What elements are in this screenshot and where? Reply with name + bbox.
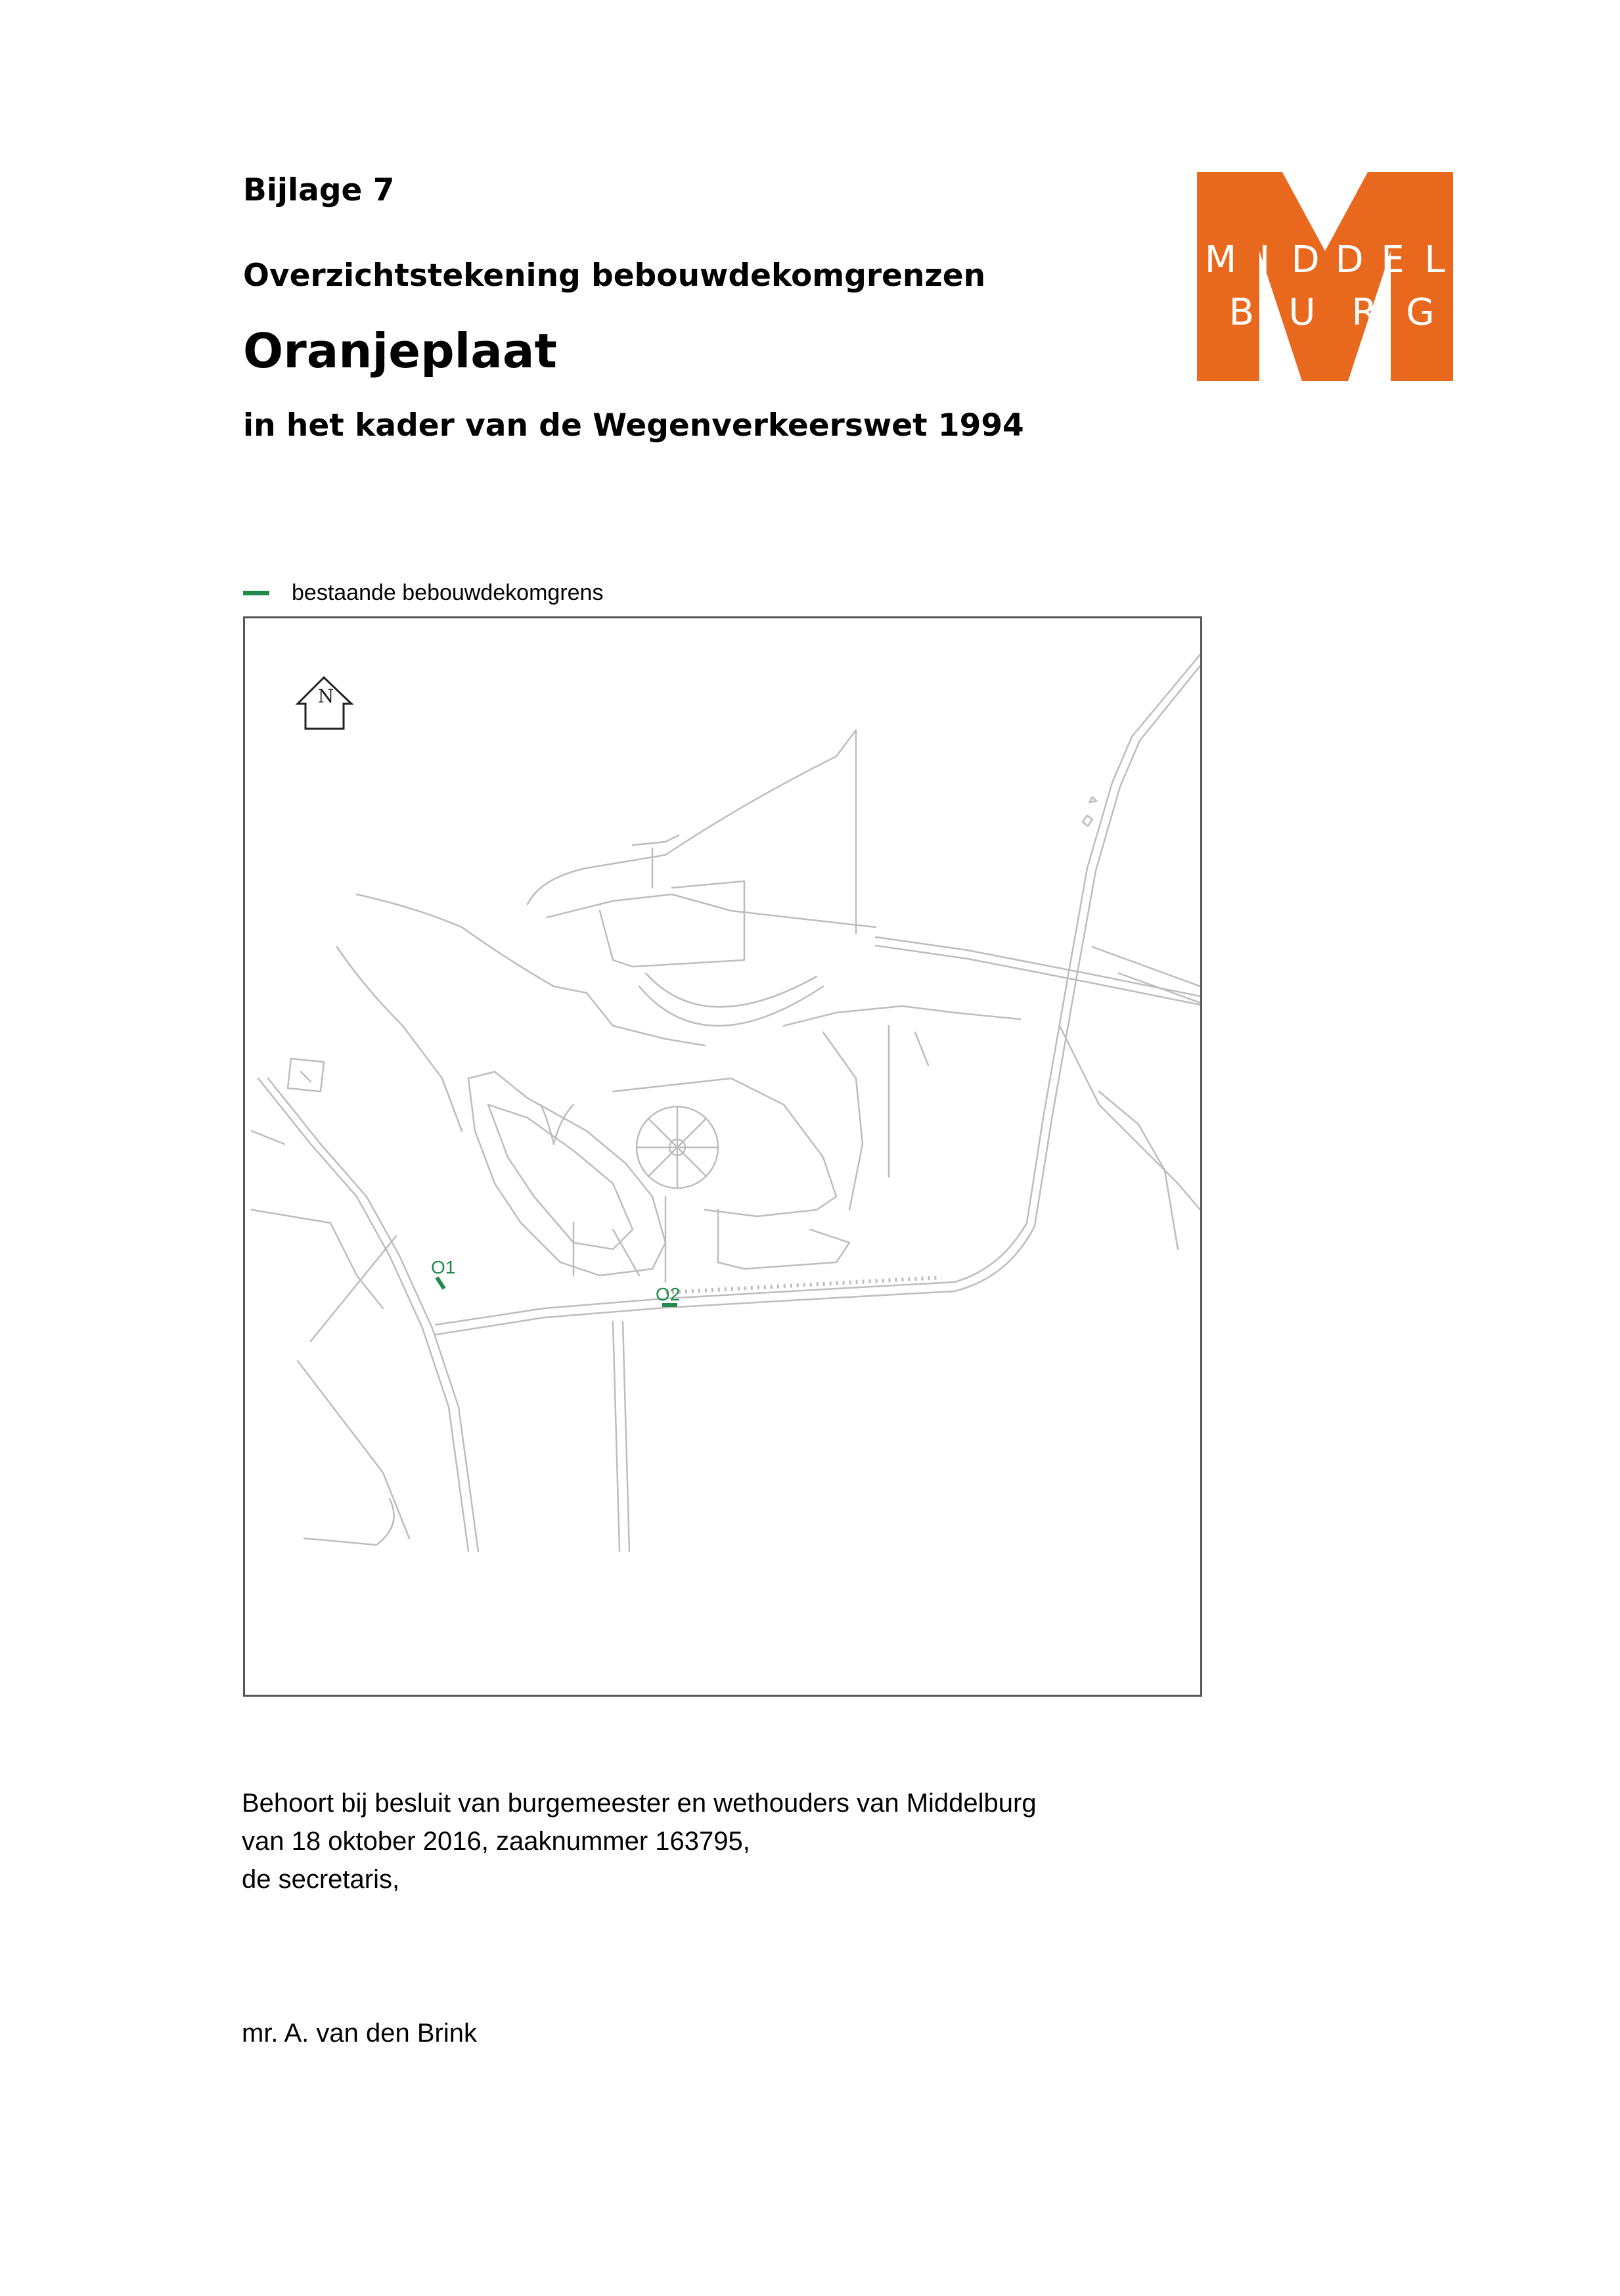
north-shore-2 bbox=[547, 894, 876, 927]
signer-name: mr. A. van den Brink bbox=[242, 2019, 477, 2048]
logo-letter-u: U bbox=[1288, 291, 1316, 334]
logo-letter-b: B bbox=[1228, 291, 1255, 334]
document-title: Oranjeplaat bbox=[243, 323, 557, 379]
north-shore bbox=[528, 730, 856, 934]
west-channel bbox=[357, 894, 705, 1045]
decision-line-2: van 18 oktober 2016, zaaknummer 163795, bbox=[242, 1827, 750, 1856]
marina-pier bbox=[633, 835, 679, 888]
middelburg-logo bbox=[1197, 172, 1453, 381]
logo-letter-l: L bbox=[1424, 239, 1445, 281]
map-linework bbox=[252, 654, 1200, 1551]
boundary-line-o1 bbox=[437, 1277, 444, 1289]
ne-road-2 bbox=[876, 946, 1200, 1005]
legend-green-line-swatch bbox=[243, 591, 269, 595]
west-road bbox=[258, 1078, 468, 1551]
north-label: N bbox=[317, 685, 334, 707]
north-arrow-icon bbox=[298, 677, 351, 729]
west-building bbox=[288, 1059, 324, 1091]
document-context: in het kader van de Wegenverkeerswet 1994 bbox=[243, 407, 1024, 444]
legend-label: bestaande bebouwdekomgrens bbox=[292, 580, 604, 605]
logo-letter-d1: D bbox=[1291, 239, 1320, 281]
map-legend bbox=[243, 580, 603, 606]
south-road bbox=[613, 1321, 629, 1551]
logo-letter-d2: D bbox=[1335, 239, 1364, 281]
document-subtitle: Overzichtstekening bebouwdekomgrenzen bbox=[243, 258, 986, 294]
boundary-marker-o2 bbox=[656, 1284, 680, 1305]
harbour-curve-2 bbox=[646, 973, 817, 1007]
east-marsh-2 bbox=[889, 1026, 928, 1177]
roundabout-spokes bbox=[637, 1107, 718, 1188]
south-field bbox=[298, 1236, 409, 1538]
marker-label-o1: O1 bbox=[431, 1257, 456, 1277]
east-marsh bbox=[784, 1006, 1020, 1210]
ne-road bbox=[876, 937, 1200, 996]
west-road-2 bbox=[268, 1078, 478, 1551]
buoy-markers bbox=[1083, 797, 1096, 826]
peninsula-outline bbox=[468, 1072, 665, 1275]
southwest-field bbox=[252, 1131, 383, 1308]
secretary-label: de secretaris, bbox=[242, 1865, 400, 1894]
east-coast-2 bbox=[1099, 1091, 1178, 1249]
east-plot bbox=[718, 1210, 849, 1269]
logo-letter-e: E bbox=[1381, 239, 1405, 281]
marker-label-o2: O2 bbox=[656, 1284, 681, 1304]
logo-letter-m: M bbox=[1204, 239, 1237, 281]
logo-letter-r: R bbox=[1351, 291, 1378, 334]
decision-line-1: Behoort bij besluit van burgemeester en wethouders van Middelburg bbox=[242, 1789, 1037, 1818]
logo-letter-g: G bbox=[1406, 291, 1435, 334]
logo-letter-i: I bbox=[1259, 239, 1271, 281]
west-channel-2 bbox=[337, 947, 462, 1131]
appendix-label: Bijlage 7 bbox=[243, 172, 395, 208]
southwest-feature bbox=[304, 1499, 394, 1545]
boundary-marker-o1 bbox=[431, 1257, 455, 1289]
overview-map bbox=[243, 616, 1202, 1697]
